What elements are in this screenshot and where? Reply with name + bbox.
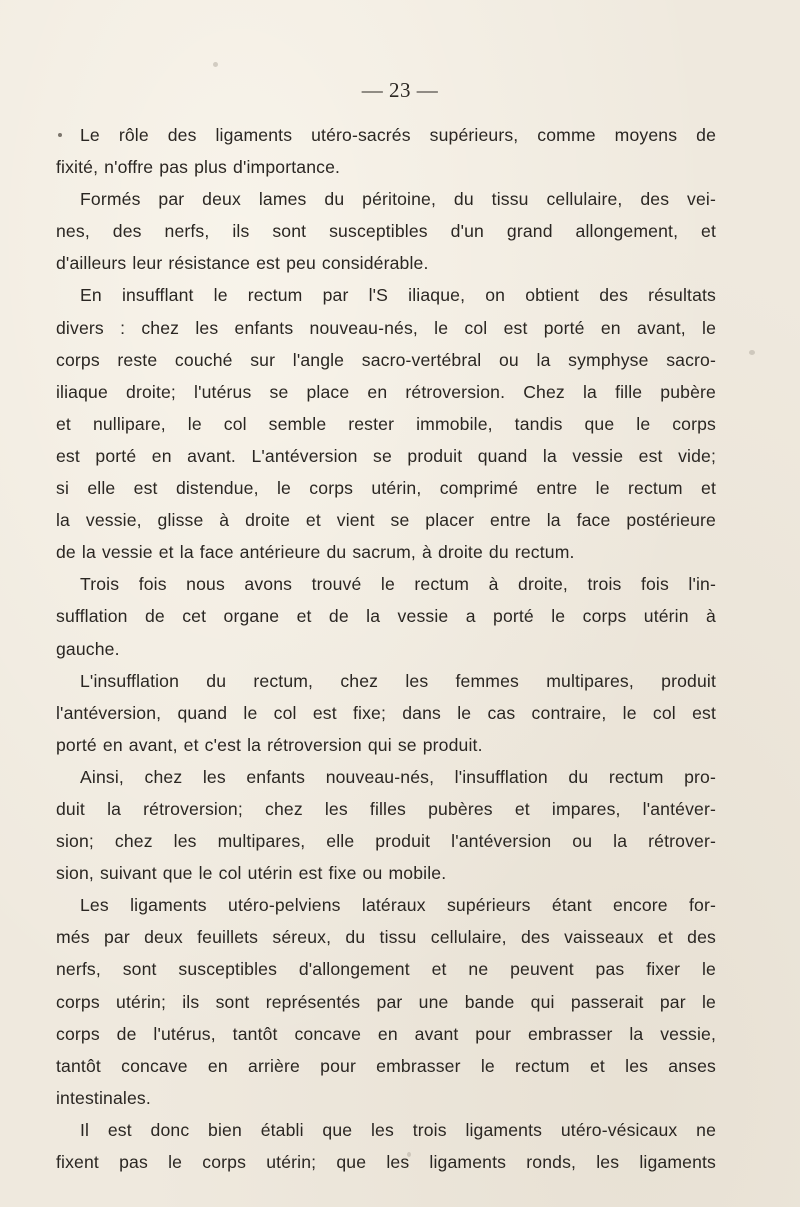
text-line: més par deux feuillets séreux, du tissu cellulaire, des vaisseaux et des: [56, 927, 716, 948]
text-line: si elle est distendue, le corps utérin, comprimé entre le rectum et: [56, 478, 716, 499]
text-line: porté en avant, et c'est la rétroversion qui se produit.: [56, 734, 483, 755]
text-line: de la vessie et la face antérieure du sacrum, à droite du rectum.: [56, 542, 575, 563]
text-line: et nullipare, le col semble rester immobile, tandis que le corps: [56, 413, 716, 434]
text-line: Il est donc bien établi que les trois ligaments utéro-vésicaux ne: [80, 1119, 716, 1140]
text-line: Les ligaments utéro-pelviens latéraux supérieurs étant encore for-: [80, 895, 716, 916]
text-line: divers : chez les enfants nouveau-nés, le col est porté en avant, le: [56, 317, 716, 338]
text-line: est porté en avant. L'antéversion se produit quand la vessie est vide;: [56, 445, 716, 466]
text-line: fixent pas le corps utérin; que les ligaments ronds, les ligaments: [56, 1152, 716, 1172]
text-line: Le rôle des ligaments utéro-sacrés supérieurs, comme moyens de: [80, 125, 716, 145]
text-line: Ainsi, chez les enfants nouveau-nés, l'insufflation du rectum pro-: [80, 766, 716, 787]
page-number: — 23 —: [361, 78, 439, 102]
text-line: sufflation de cet organe et de la vessie a porté le corps utérin à: [56, 606, 716, 627]
text-line: l'antéversion, quand le col est fixe; dans le cas contraire, le col est: [56, 702, 716, 723]
body-text: [56, 119, 716, 1178]
text-line: En insufflant le rectum par l'S iliaque, on obtient des résultats: [80, 285, 716, 306]
text-line: sion; chez les multipares, elle produit l'antéversion ou la rétrover-: [56, 831, 716, 852]
text-line: Formés par deux lames du péritoine, du tissu cellulaire, des vei-: [80, 189, 716, 210]
text-line: corps de l'utérus, tantôt concave en avant pour embrasser la vessie,: [56, 1023, 716, 1044]
text-line: la vessie, glisse à droite et vient se placer entre la face postérieure: [56, 510, 716, 531]
text-line: corps reste couché sur l'angle sacro-vertébral ou la symphyse sacro-: [56, 349, 716, 370]
text-line: iliaque droite; l'utérus se place en rétroversion. Chez la fille pubère: [56, 381, 716, 402]
text-line: gauche.: [56, 638, 120, 659]
paper-speck: [749, 350, 755, 355]
text-line: L'insufflation du rectum, chez les femmes multipares, produit: [80, 670, 716, 691]
text-line: corps utérin; ils sont représentés par une bande qui passerait par le: [56, 991, 716, 1012]
text-line: sion, suivant que le col utérin est fixe ou mobile.: [56, 863, 447, 884]
text-line: tantôt concave en arrière pour embrasser le rectum et les anses: [56, 1055, 716, 1076]
paper-speck: [213, 62, 218, 67]
text-line: d'ailleurs leur résistance est peu considérable.: [56, 253, 429, 274]
text-line: duit la rétroversion; chez les filles pubères et impares, l'antéver-: [56, 798, 716, 819]
text-line: Trois fois nous avons trouvé le rectum à droite, trois fois l'in-: [80, 574, 716, 595]
text-line: nerfs, sont susceptibles d'allongement et ne peuvent pas fixer le: [56, 959, 716, 980]
text-line: nes, des nerfs, ils sont susceptibles d'un grand allongement, et: [56, 221, 716, 242]
text-line: fixité, n'offre pas plus d'importance.: [56, 157, 341, 178]
text-line: intestinales.: [56, 1087, 151, 1108]
